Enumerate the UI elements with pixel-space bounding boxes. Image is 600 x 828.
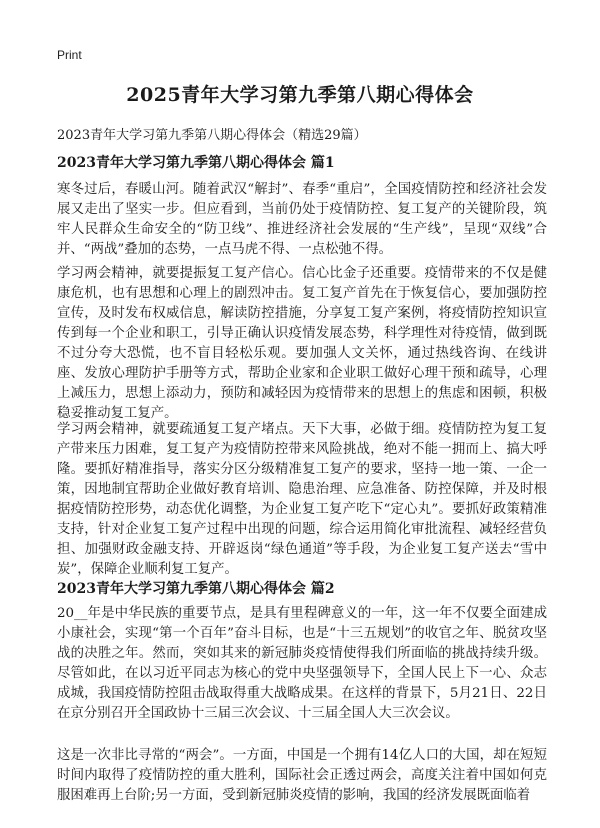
- paragraph: 20__年是中华民族的重要节点，是具有里程碑意义的一年，这一年不仅要全面建成小康社会，实现“第一个百年”奋斗目标，也是“十三五规划”的收官之年、脱贫攻坚战的决胜之年。然而，突如其来的新冠肺炎疫情使得我们所面临的挑战持续升级。尽管如此，在以习近平同志为核心的党中央坚强领导下，全国人民上下一心、众志成城，我国疫情防控阻击战取得重大战略成果。在这样的背景下，5月21日、22日在京分别召开全国政协十三届三次会议、十三届全国人大三次会议。: [57, 606, 547, 721]
- page-title: 2025青年大学习第九季第八期心得体会: [126, 84, 474, 106]
- paragraph: 学习两会精神，就要提振复工复产信心。信心比金子还重要。疫情带来的不仅是健康危机，也有思想和心理上的剧烈冲击。复工复产首先在于恢复信心，要加强防控宣传，及时发布权威信息，解读防控措施，分享复工复产案例，将疫情防控知识宣传到每一个企业和职工，引导正确认识疫情发展态势，科学理性对待疫情，做到既不过分夸大恐慌，也不盲目轻松乐观。要加强人文关怀，通过热线咨询、在线讲座、发放心理防护手册等方式，帮助企业家和企业职工做好心理干预和疏导，心理上减压力，思想上添动力，预防和减轻因为疫情带来的思想上的焦虑和困顿，积极稳妥推动复工复产。: [57, 266, 547, 421]
- section-heading-1: 2023青年大学习第九季第八期心得体会 篇1: [57, 155, 335, 171]
- paragraph: 寒冬过后，春暖山河。随着武汉“解封”、春季“重启”，全国疫情防控和经济社会发展又走出了坚实一步。但应看到，当前仍处于疫情防控、复工复产的关键阶段，筑牢人民群众生命安全的“防卫线”、推进经济社会发展的“生产线”，呈现“双线”合并、“两战”叠加的态势，一点马虎不得、一点松弛不得。: [57, 182, 547, 257]
- paragraph: 这是一次非比寻常的“两会”。一方面，中国是一个拥有14亿人口的大国，却在短短时间内取得了疫情防控的重大胜利，国际社会正透过两会，高度关注着中国如何克服困难再上台阶;另一方面，受到新冠肺炎疫情的影响，我国的经济发展既面临着: [57, 748, 547, 803]
- paragraph: 学习两会精神，就要疏通复工复产堵点。天下大事，必做于细。疫情防控为复工复产带来压力困难，复工复产为疫情防控带来风险挑战，绝对不能一拥而上、搞大呼隆。要抓好精准指导，落实分区分级精准复工复产的要求，坚持一地一策、一企一策，因地制宜帮助企业做好教育培训、隐患治理、应急准备、防控保障，并及时根据疫情防控形势，动态优化调整，为企业复工复产吃下“定心丸”。要抓好政策精准支持，针对企业复工复产过程中出现的问题，综合运用简化审批流程、减轻经营负担、加强财政金融支持、开辟返岗“绿色通道”等手段，为企业复工复产送去“雪中炭”，保障企业顺利复工复产。: [57, 422, 547, 577]
- document-subtitle: 2023青年大学习第九季第八期心得体会（精选29篇）: [57, 128, 367, 143]
- section-heading-2: 2023青年大学习第九季第八期心得体会 篇2: [57, 581, 335, 597]
- print-link[interactable]: Print: [57, 48, 82, 62]
